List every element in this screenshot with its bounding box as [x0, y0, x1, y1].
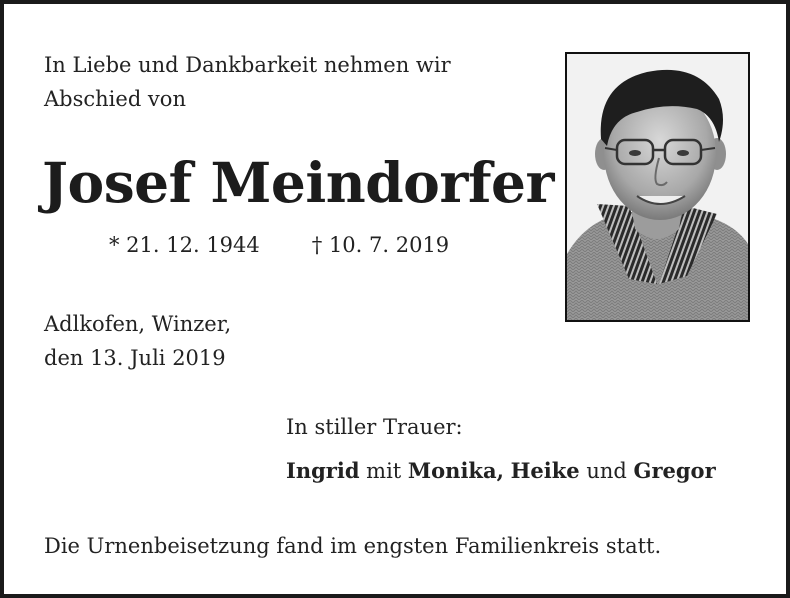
portrait-photo [565, 52, 750, 322]
family-conjunction: und [579, 459, 634, 483]
intro-text [44, 48, 451, 116]
family-name-ingrid: Ingrid [286, 458, 360, 483]
family-name-monika: Monika, [407, 458, 504, 483]
death-date: † 10. 7. 2019 [311, 233, 450, 257]
burial-note: Die Urnenbeisetzung fand im engsten Familienkreis statt. [44, 534, 662, 558]
birth-date: * 21. 12. 1944 [109, 233, 260, 257]
family-space [504, 459, 511, 483]
mourning-label: In stiller Trauer: [286, 415, 463, 439]
place-and-date [44, 307, 231, 375]
family-name-gregor: Gregor [633, 458, 716, 483]
deceased-name: Josef Meindorfer [42, 150, 554, 215]
family-names [286, 454, 716, 488]
life-dates [109, 228, 449, 262]
intro-line-1: In Liebe und Dankbarkeit nehmen wir [44, 53, 451, 77]
family-name-heike: Heike [510, 458, 580, 483]
family-conjunction: mit [359, 459, 408, 483]
date-line: den 13. Juli 2019 [44, 346, 226, 370]
intro-line-2: Abschied von [44, 87, 186, 111]
place-line: Adlkofen, Winzer, [44, 312, 232, 336]
